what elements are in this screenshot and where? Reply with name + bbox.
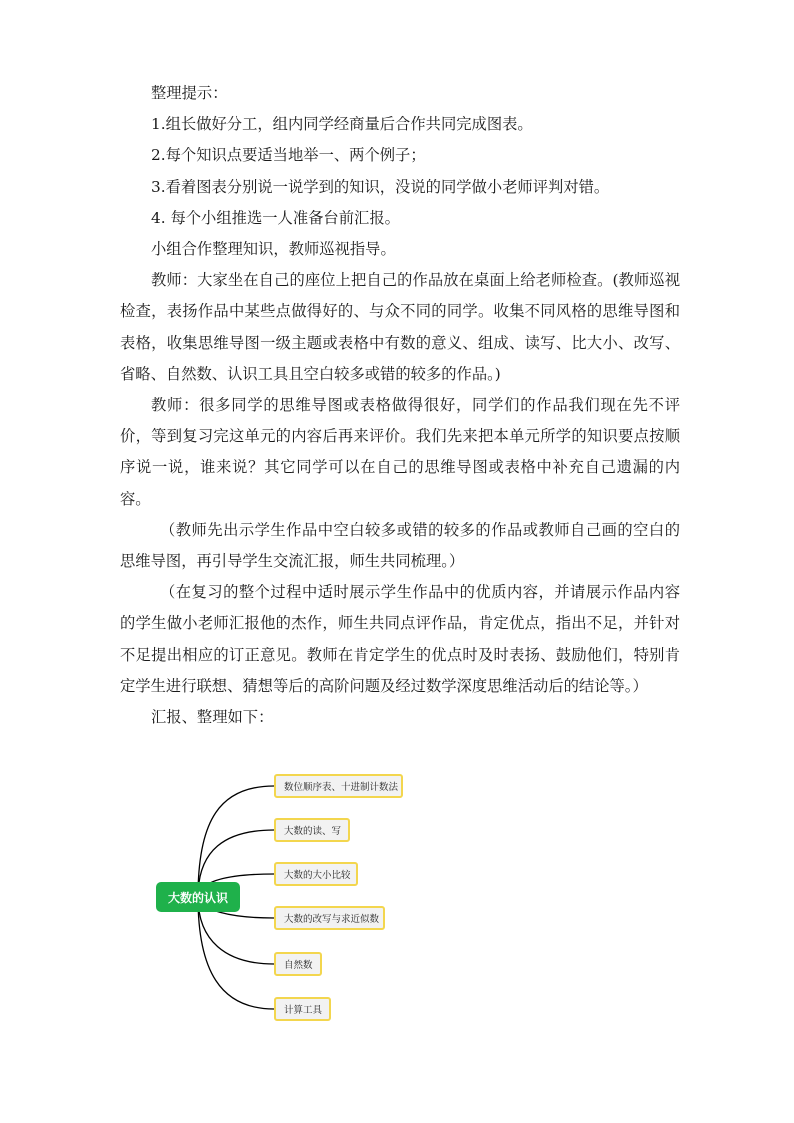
mindmap-node-read-write: 大数的读、写 [274,818,350,842]
tip-item-4: 4. 每个小组推选一人准备台前汇报。 [151,208,400,227]
mindmap-node-rewrite-approx: 大数的改写与求近似数 [274,906,385,930]
mindmap-node-calc-tools: 计算工具 [274,997,331,1021]
tip-item-2: 2.每个知识点要适当地举一、两个例子； [151,146,426,165]
section-heading: 整理提示： [151,84,228,102]
tip-item-1: 1.组长做好分工，组内同学经商量后合作共同完成图表。 [151,115,533,134]
paragraph-group-work: 小组合作整理知识，教师巡视指导。 [151,240,396,259]
tip-item-3: 3.看着图表分别说一说学到的知识，没说的同学做小老师评判对错。 [151,177,610,196]
paragraph-report-intro: 汇报、整理如下： [151,708,274,727]
paragraph-review-process: （在复习的整个过程中适时展示学生作品中的优质内容，并请展示作品内容的学生做小老师汇报他的杰作，师生共同点评作品，肯定优点，指出不足，并针对不足提出相应的订正意见。教师在肯定学生的优点时及时表扬、鼓励他们，特别肯定学生进行联想、猜想等后的高阶问题及经过数学深度思维活动后的结论等。） [120,583,680,695]
paragraph-teacher-show: （教师先出示学生作品中空白较多或错的较多的作品或教师自己画的空白的思维导图，再引导学生交流汇报，师生共同梳理。） [120,520,680,571]
mindmap-root-node: 大数的认识 [156,882,240,912]
paragraph-teacher-check: 教师：大家坐在自己的座位上把自己的作品放在桌面上给老师检查。(教师巡视检查，表扬作品中某些点做得好的、与众不同的同学。收集不同风格的思维导图和表格，收集思维导图一级主题或表格中有数的意义、组成、读写、比大小、改写、省略、自然数、认识工具且空白较多或错的较多的作品。) [120,271,680,383]
connector-line [198,897,274,1009]
document-body [120,78,680,733]
connector-line [198,786,274,897]
mindmap-node-compare: 大数的大小比较 [274,862,358,886]
mindmap-node-natural-numbers: 自然数 [274,952,322,976]
paragraph-teacher-review: 教师：很多同学的思维导图或表格做得很好，同学们的作品我们现在先不评价，等到复习完这单元的内容后再来评价。我们先来把本单元所学的知识要点按顺序说一说，谁来说？其它同学可以在自己的思维导图或表格中补充自己遗漏的内容。 [120,396,680,508]
mindmap-node-place-value: 数位顺序表、十进制计数法 [274,774,403,798]
